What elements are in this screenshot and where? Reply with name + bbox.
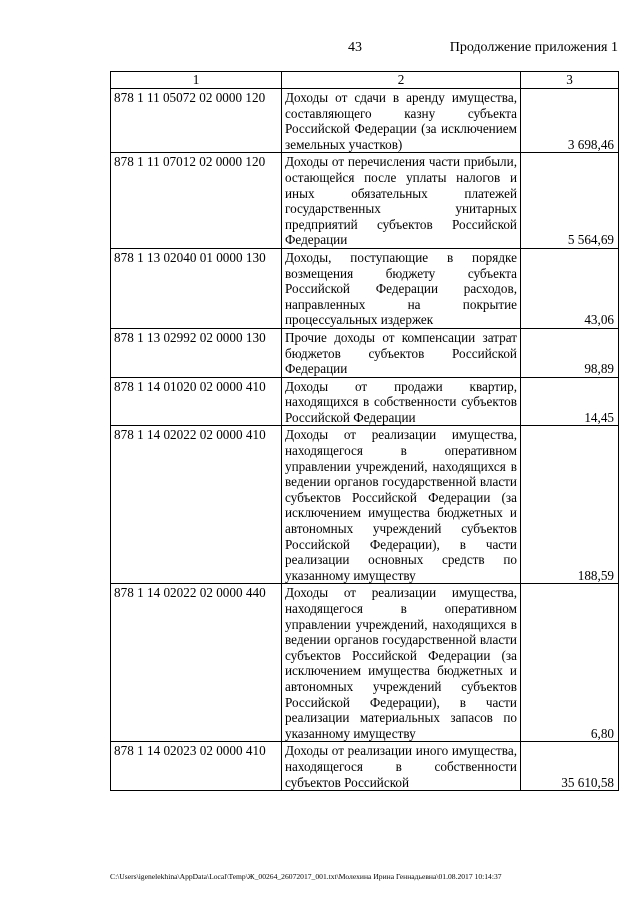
amount-cell: 98,89 xyxy=(521,328,619,377)
page-number: 43 xyxy=(348,40,362,55)
column-header-1: 1 xyxy=(111,72,282,89)
amount-cell: 188,59 xyxy=(521,426,619,584)
table-row xyxy=(111,153,619,249)
budget-code-cell: 878 1 14 01020 02 0000 410 xyxy=(111,377,282,426)
revenue-description-cell: Доходы от реализации имущества, находящегося в оперативном управлении учреждений, находящихся в ведении органов государственной власти субъектов Российской Федерации (за исключением имущества бюджетных и автономных учреждений субъектов Российской Федерации), в части реализации материальных запасов по указанному имуществу xyxy=(282,584,521,742)
table-row xyxy=(111,584,619,742)
revenue-description-cell: Прочие доходы от компенсации затрат бюджетов субъектов Российской Федерации xyxy=(282,328,521,377)
amount-cell: 5 564,69 xyxy=(521,153,619,249)
budget-code-cell: 878 1 14 02022 02 0000 440 xyxy=(111,584,282,742)
amount-cell: 14,45 xyxy=(521,377,619,426)
table-row xyxy=(111,426,619,584)
budget-code-cell: 878 1 13 02040 01 0000 130 xyxy=(111,248,282,328)
table-header-row xyxy=(111,72,619,89)
column-header-3: 3 xyxy=(521,72,619,89)
table-row xyxy=(111,89,619,153)
footer-file-path: C:\Users\igenelekhina\AppData\Local\Temp\Ж_00264_26072017_001.txt\Молехина Ирина Геннадьевна\01.08.2017 10:14:37 xyxy=(110,872,502,881)
column-header-2: 2 xyxy=(282,72,521,89)
appendix-continuation-note: Продолжение приложения 1 xyxy=(449,40,618,55)
revenue-description-cell: Доходы от перечисления части прибыли, остающейся после уплаты налогов и иных обязательных платежей государственных унитарных предприятий субъектов Российской Федерации xyxy=(282,153,521,249)
revenue-description-cell: Доходы от сдачи в аренду имущества, составляющего казну субъекта Российской Федерации (за исключением земельных участков) xyxy=(282,89,521,153)
amount-cell: 3 698,46 xyxy=(521,89,619,153)
budget-code-cell: 878 1 13 02992 02 0000 130 xyxy=(111,328,282,377)
revenue-description-cell: Доходы от реализации иного имущества, находящегося в собственности субъектов Российской xyxy=(282,742,521,791)
budget-code-cell: 878 1 14 02022 02 0000 410 xyxy=(111,426,282,584)
amount-cell: 6,80 xyxy=(521,584,619,742)
revenue-table xyxy=(110,71,619,791)
budget-code-cell: 878 1 11 07012 02 0000 120 xyxy=(111,153,282,249)
amount-cell: 35 610,58 xyxy=(521,742,619,791)
revenue-description-cell: Доходы от продажи квартир, находящихся в собственности субъектов Российской Федерации xyxy=(282,377,521,426)
table-row xyxy=(111,742,619,791)
table-row xyxy=(111,248,619,328)
table-row xyxy=(111,377,619,426)
revenue-description-cell: Доходы от реализации имущества, находящегося в оперативном управлении учреждений, находящихся в ведении органов государственной власти субъектов Российской Федерации (за исключением имущества бюджетных и автономных учреждений субъектов Российской Федерации), в части реализации основных средств по указанному имуществу xyxy=(282,426,521,584)
revenue-description-cell: Доходы, поступающие в порядке возмещения бюджету субъекта Российской Федерации расходов, направленных на покрытие процессуальных издержек xyxy=(282,248,521,328)
amount-cell: 43,06 xyxy=(521,248,619,328)
table-row xyxy=(111,328,619,377)
budget-code-cell: 878 1 11 05072 02 0000 120 xyxy=(111,89,282,153)
budget-code-cell: 878 1 14 02023 02 0000 410 xyxy=(111,742,282,791)
